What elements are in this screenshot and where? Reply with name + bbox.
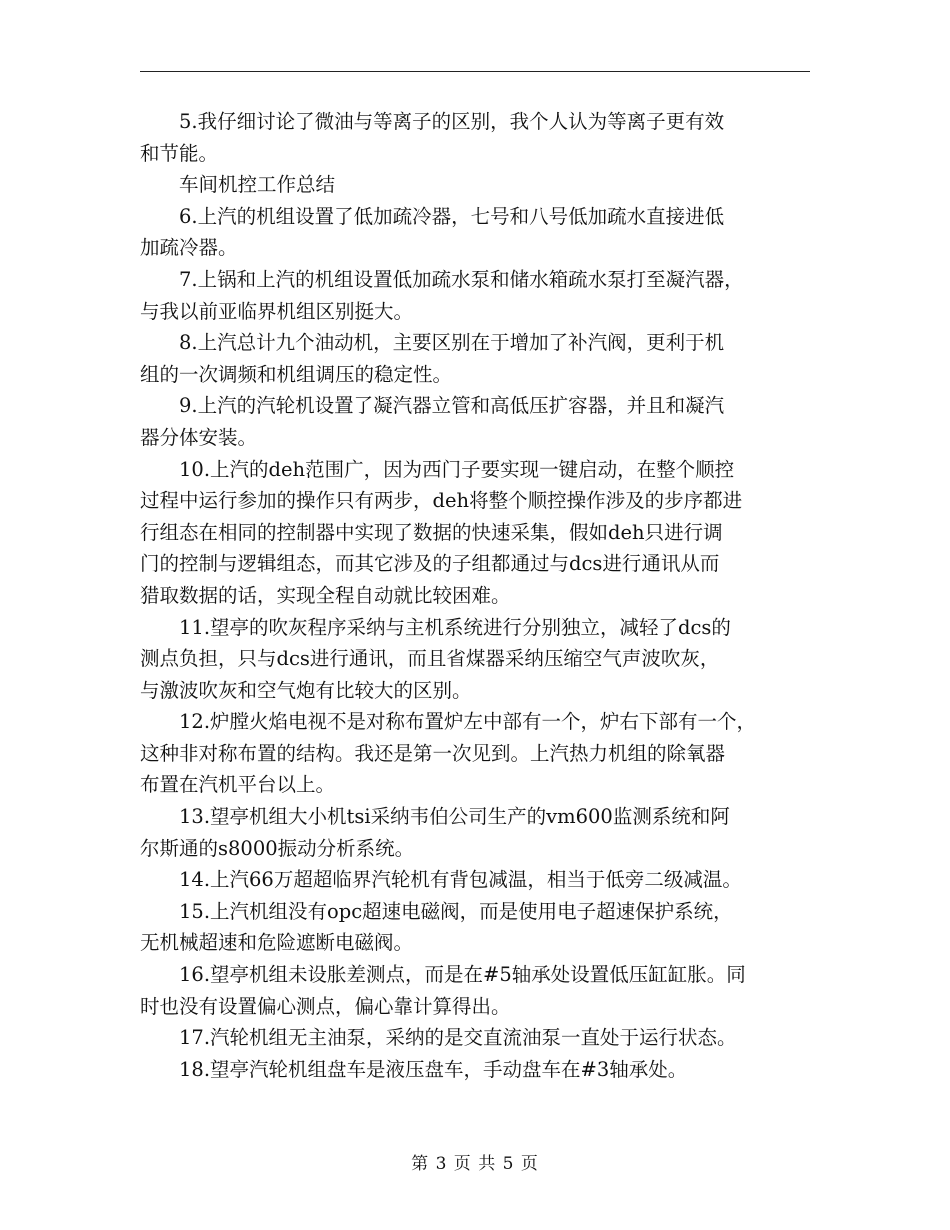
paragraph-line: 过程中运行参加的操作只有两步，deh将整个顺控操作涉及的步序都进	[140, 489, 743, 513]
header-rule	[140, 71, 810, 72]
paragraph-line: 门的控制与逻辑组态，而其它涉及的子组都通过与dcs进行通讯从而	[140, 552, 720, 576]
paragraph-line: 布置在汽机平台以上。	[140, 773, 336, 797]
paragraph-line: 器分体安装。	[140, 425, 258, 449]
paragraph-line: 18.望亭汽轮机组盘车是液压盘车，手动盘车在#3轴承处。	[179, 1057, 688, 1081]
paragraph-line: 车间机控工作总结	[179, 173, 336, 197]
paragraph	[140, 801, 810, 864]
paragraph	[140, 612, 810, 707]
paragraph-line: 6.上汽的机组设置了低加疏冷器，七号和八号低加疏水直接进低	[179, 204, 725, 228]
paragraph-line: 组的一次调频和机组调压的稳定性。	[140, 362, 453, 386]
paragraph-line: 8.上汽总计九个油动机，主要区别在于增加了补汽阀，更利于机	[179, 331, 725, 355]
paragraph	[140, 327, 810, 390]
paragraph-line: 16.望亭机组未设胀差测点，而是在#5轴承处设置低压缸缸胀。同	[179, 963, 746, 987]
paragraph-line: 5.我仔细讨论了微油与等离子的区别，我个人认为等离子更有效	[179, 110, 725, 133]
paragraph	[140, 1022, 810, 1054]
paragraph-line: 猎取数据的话，实现全程自动就比较困难。	[140, 583, 511, 607]
paragraph-line: 7.上锅和上汽的机组设置低加疏水泵和储水箱疏水泵打至凝汽器，	[179, 267, 744, 291]
paragraph	[140, 264, 810, 327]
paragraph-line: 15.上汽机组没有opc超速电磁阀，而是使用电子超速保护系统，	[179, 899, 733, 923]
paragraph	[140, 201, 810, 264]
paragraph	[140, 106, 810, 169]
paragraph-line: 行组态在相同的控制器中实现了数据的快速采集，假如deh只进行调	[140, 520, 723, 544]
page-footer	[0, 1152, 950, 1176]
paragraph-line: 无机械超速和危险遮断电磁阀。	[140, 931, 414, 955]
paragraph	[140, 864, 810, 896]
paragraph-line: 17.汽轮机组无主油泵，采纳的是交直流油泵一直处于运行状态。	[179, 1026, 737, 1050]
paragraph	[140, 390, 810, 453]
paragraph-line: 14.上汽66万超超临界汽轮机有背包减温，相当于低旁二级减温。	[179, 868, 742, 892]
paragraph-line: 加疏冷器。	[140, 236, 238, 260]
paragraph	[140, 896, 810, 959]
document-body	[140, 106, 810, 1085]
paragraph-line: 尔斯通的s8000振动分析系统。	[140, 836, 415, 860]
paragraph-line: 12.炉膛火焰电视不是对称布置炉左中部有一个，炉右下部有一个，	[179, 710, 757, 734]
paragraph-line: 时也没有设置偏心测点，偏心靠计算得出。	[140, 994, 511, 1018]
paragraph-line: 和节能。	[140, 141, 219, 165]
paragraph-line: 这种非对称布置的结构。我还是第一次见到。上汽热力机组的除氧器	[140, 741, 726, 765]
paragraph-line: 10.上汽的deh范围广，因为西门子要实现一键启动，在整个顺控	[179, 457, 735, 481]
paragraph	[140, 169, 810, 201]
paragraph-line: 11.望亭的吹灰程序采纳与主机系统进行分别独立，减轻了dcs的	[179, 615, 731, 639]
paragraph	[140, 1054, 810, 1086]
page-number-label: 第 3 页 共 5 页	[411, 1154, 539, 1174]
paragraph	[140, 959, 810, 1022]
paragraph-line: 与我以前亚临界机组区别挺大。	[140, 299, 414, 323]
paragraph-line: 13.望亭机组大小机tsi采纳韦伯公司生产的vm600监测系统和阿	[179, 805, 730, 829]
paragraph	[140, 454, 810, 612]
paragraph-line: 与激波吹灰和空气炮有比较大的区别。	[140, 678, 472, 702]
paragraph	[140, 706, 810, 801]
paragraph-line: 9.上汽的汽轮机设置了凝汽器立管和高低压扩容器，并且和凝汽	[179, 394, 725, 418]
paragraph-line: 测点负担，只与dcs进行通讯，而且省煤器采纳压缩空气声波吹灰，	[140, 647, 720, 671]
